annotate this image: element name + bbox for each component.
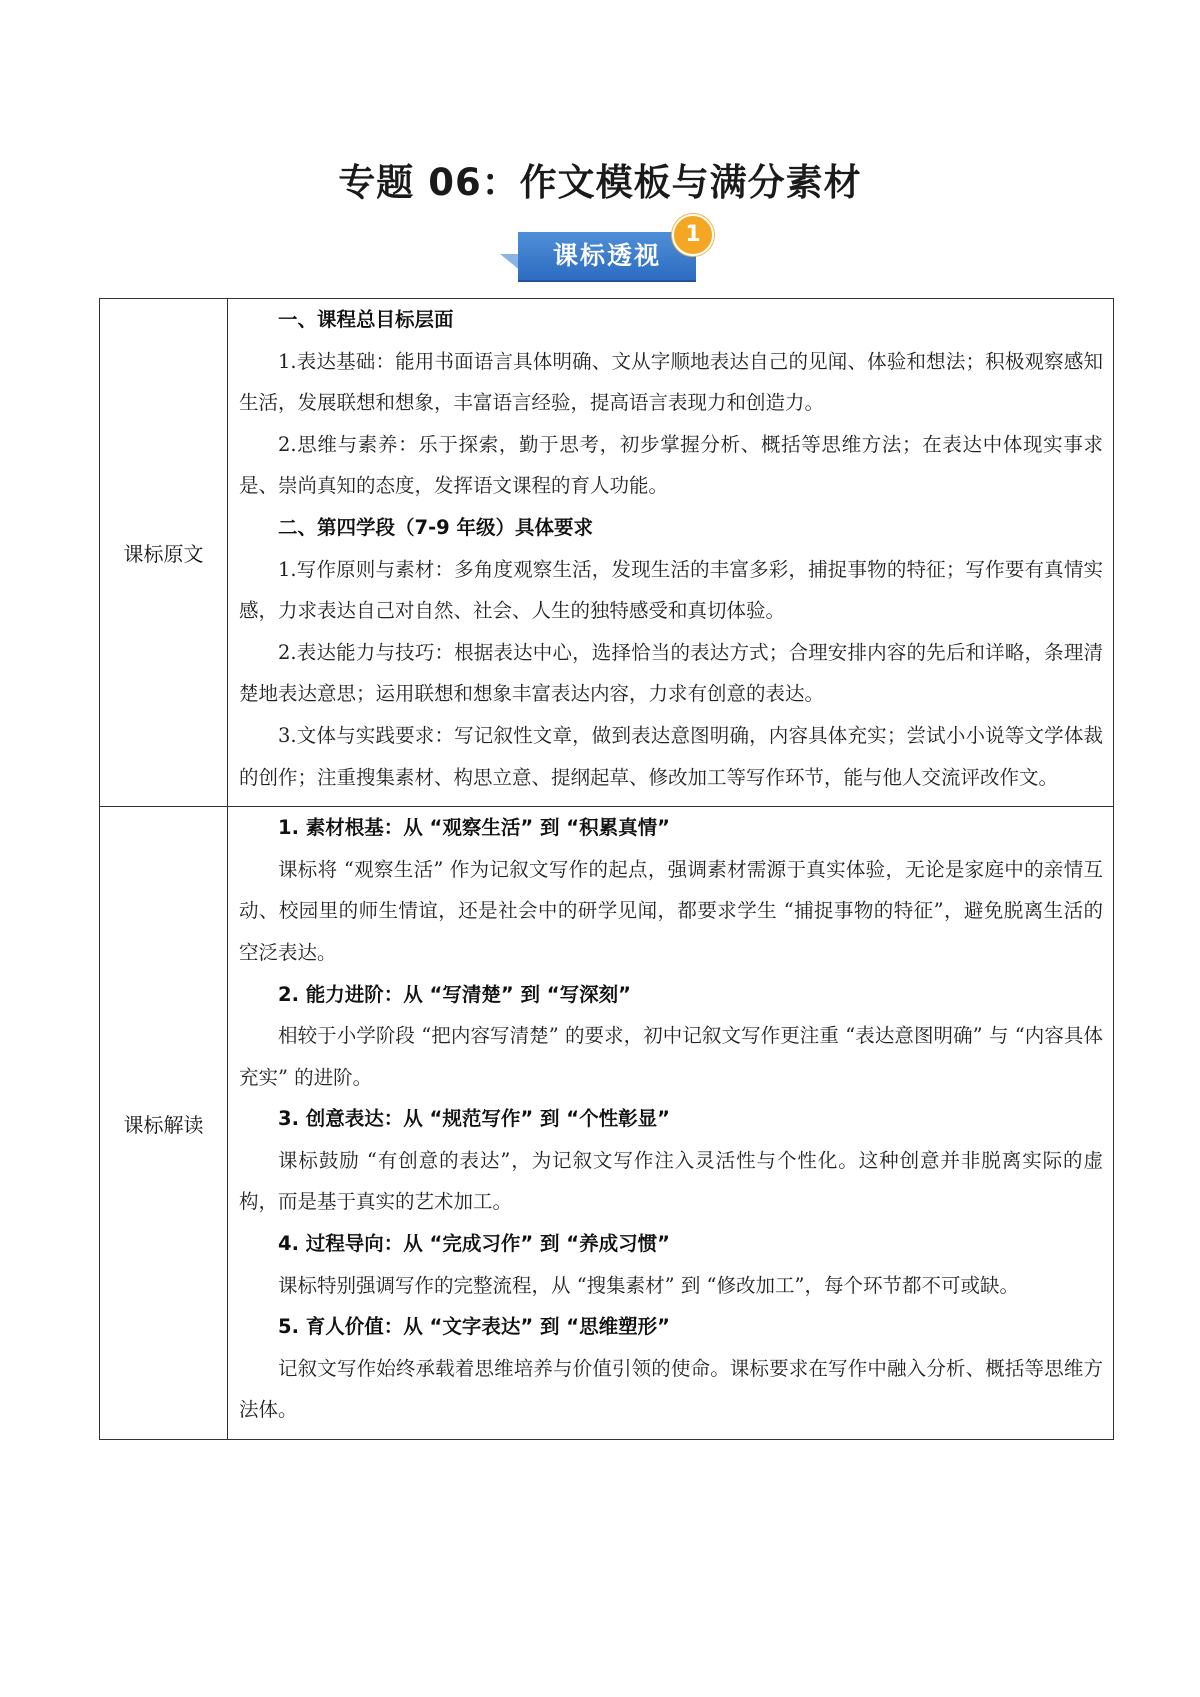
section-banner [500, 212, 715, 282]
table-row [100, 807, 1114, 1440]
row-content [228, 807, 1114, 1440]
page-title: 专题 06：作文模板与满分素材 [338, 161, 862, 204]
paragraph: 1.写作原则与素材：多角度观察生活，发现生活的丰富多彩，捕捉事物的特征；写作要有真情实感，力求表达自己对自然、社会、人生的独特感受和真切体验。 [239, 557, 1103, 623]
section-heading: 2. 能力进阶：从 “写清楚” 到 “写深刻” [278, 982, 631, 1006]
section-heading: 3. 创意表达：从 “规范写作” 到 “个性彰显” [278, 1107, 670, 1131]
section-heading: 4. 过程导向：从 “完成习作” 到 “养成习惯” [278, 1232, 670, 1256]
paragraph: 课标特别强调写作的完整流程，从 “搜集素材” 到 “修改加工”，每个环节都不可或缺。 [278, 1273, 1019, 1297]
number-badge: 1 [672, 214, 714, 256]
paragraph: 1.表达基础：能用书面语言具体明确、文从字顺地表达自己的见闻、体验和想法；积极观察感知生活，发展联想和想象，丰富语言经验，提高语言表现力和创造力。 [239, 349, 1103, 415]
table-row [100, 299, 1114, 807]
section-heading: 二、第四学段（7-9 年级）具体要求 [278, 515, 594, 539]
paragraph: 记叙文写作始终承载着思维培养与价值引领的使命。课标要求在写作中融入分析、概括等思维方法体。 [239, 1356, 1103, 1422]
row-label: 课标解读 [100, 807, 228, 1440]
paragraph: 2.思维与素养：乐于探索，勤于思考，初步掌握分析、概括等思维方法；在表达中体现实事求是、崇尚真知的态度，发挥语文课程的育人功能。 [239, 432, 1103, 498]
section-heading: 5. 育人价值：从 “文字表达” 到 “思维塑形” [278, 1315, 670, 1339]
row-label: 课标原文 [100, 299, 228, 807]
paragraph: 课标将 “观察生活” 作为记叙文写作的起点，强调素材需源于真实体验，无论是家庭中的亲情互动、校园里的师生情谊，还是社会中的研学见闻，都要求学生 “捕捉事物的特征”，避免脱离生活的空泛表达。 [239, 857, 1103, 964]
row-content [228, 299, 1114, 807]
section-heading: 1. 素材根基：从 “观察生活” 到 “积累真情” [278, 816, 670, 840]
paragraph: 3.文体与实践要求：写记叙性文章，做到表达意图明确，内容具体充实；尝试小小说等文学体裁的创作；注重搜集素材、构思立意、提纲起草、修改加工等写作环节，能与他人交流评改作文。 [239, 723, 1103, 789]
curriculum-table [99, 298, 1114, 1440]
section-heading: 一、课程总目标层面 [278, 308, 454, 331]
paragraph: 相较于小学阶段 “把内容写清楚” 的要求，初中记叙文写作更注重 “表达意图明确” 与 “内容具体充实” 的进阶。 [239, 1024, 1103, 1089]
paragraph: 2.表达能力与技巧：根据表达中心，选择恰当的表达方式；合理安排内容的先后和详略，条理清楚地表达意思；运用联想和想象丰富表达内容，力求有创意的表达。 [239, 640, 1103, 706]
banner-label: 课标透视 [518, 232, 696, 280]
paragraph: 课标鼓励 “有创意的表达”，为记叙文写作注入灵活性与个性化。这种创意并非脱离实际的虚构，而是基于真实的艺术加工。 [239, 1148, 1103, 1214]
